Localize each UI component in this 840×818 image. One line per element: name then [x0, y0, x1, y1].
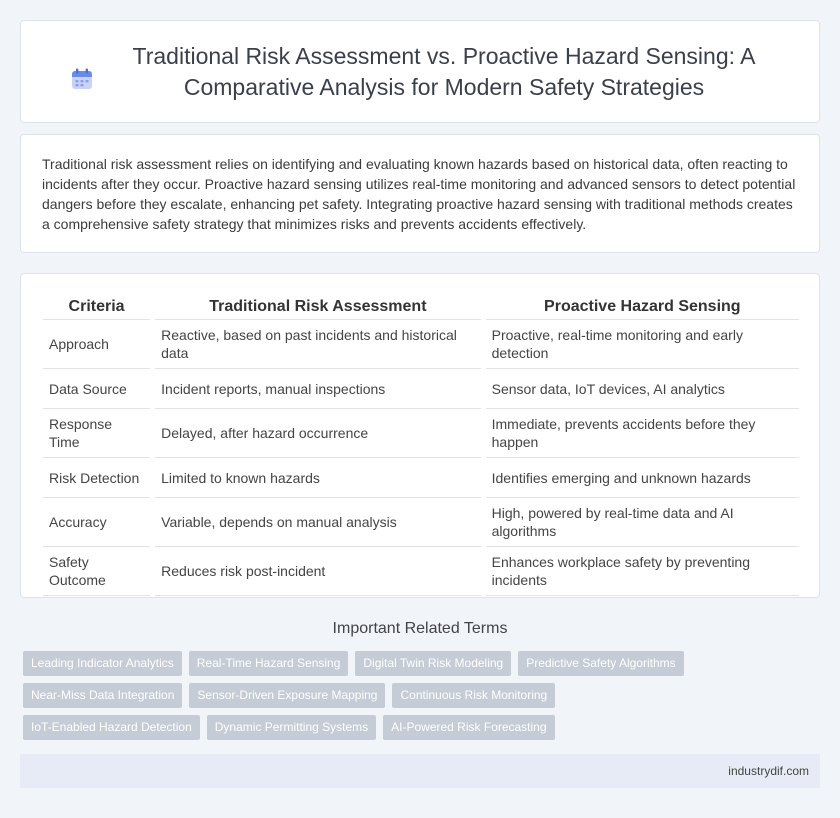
- table-row: [43, 369, 799, 409]
- criteria-cell: Safety Outcome: [43, 547, 150, 596]
- proactive-cell: Enhances workplace safety by preventing incidents: [486, 547, 799, 596]
- criteria-cell: Data Source: [43, 369, 150, 409]
- title-card: [20, 20, 820, 123]
- header-proactive: Proactive Hazard Sensing: [486, 296, 799, 320]
- related-term-tag[interactable]: Leading Indicator Analytics: [23, 651, 182, 676]
- traditional-cell: Variable, depends on manual analysis: [155, 498, 480, 547]
- related-term-tag[interactable]: Near-Miss Data Integration: [23, 683, 182, 708]
- traditional-cell: Delayed, after hazard occurrence: [155, 409, 480, 458]
- related-term-tag[interactable]: AI-Powered Risk Forecasting: [383, 715, 554, 740]
- related-term-tag[interactable]: Continuous Risk Monitoring: [392, 683, 555, 708]
- table-row: [43, 458, 799, 498]
- comparison-card: [20, 273, 820, 598]
- header-criteria: Criteria: [43, 296, 150, 320]
- table-header-row: [43, 296, 799, 320]
- footer-site-link[interactable]: industrydif.com: [728, 764, 809, 778]
- criteria-cell: Approach: [43, 320, 150, 369]
- criteria-cell: Response Time: [43, 409, 150, 458]
- table-row: [43, 320, 799, 369]
- traditional-cell: Reactive, based on past incidents and historical data: [155, 320, 480, 369]
- page-title: Traditional Risk Assessment vs. Proactive Hazard Sensing: A Comparative Analysis for Modern Safety Strategies: [132, 42, 756, 100]
- footer: [20, 754, 820, 788]
- table-row: [43, 409, 799, 458]
- related-term-tag[interactable]: Predictive Safety Algorithms: [518, 651, 683, 676]
- intro-card: [20, 134, 820, 253]
- related-term-tag[interactable]: Real-Time Hazard Sensing: [189, 651, 349, 676]
- proactive-cell: Immediate, prevents accidents before they happen: [486, 409, 799, 458]
- criteria-cell: Accuracy: [43, 498, 150, 547]
- title-wrap: [70, 41, 770, 103]
- related-terms-section: [20, 619, 820, 747]
- related-term-tag[interactable]: Dynamic Permitting Systems: [207, 715, 376, 740]
- proactive-cell: Sensor data, IoT devices, AI analytics: [486, 369, 799, 409]
- intro-text: Traditional risk assessment relies on identifying and evaluating known hazards based on historical data, often reacting to incidents after they occur. Proactive hazard sensing utilizes real-time monitoring and advanced sensors to detect potential dangers before they escalate, enhancing pet safety. Integrating proactive hazard sensing with traditional methods creates a comprehensive safety strategy that minimizes risks and prevents accidents effectively.: [42, 156, 796, 232]
- proactive-cell: Proactive, real-time monitoring and early detection: [486, 320, 799, 369]
- traditional-cell: Incident reports, manual inspections: [155, 369, 480, 409]
- calendar-icon: [70, 67, 94, 91]
- traditional-cell: Reduces risk post-incident: [155, 547, 480, 596]
- header-traditional: Traditional Risk Assessment: [155, 296, 480, 320]
- table-row: [43, 547, 799, 596]
- related-term-tag[interactable]: IoT-Enabled Hazard Detection: [23, 715, 200, 740]
- related-term-tag[interactable]: Sensor-Driven Exposure Mapping: [189, 683, 385, 708]
- table-row: [43, 498, 799, 547]
- related-term-tag[interactable]: Digital Twin Risk Modeling: [355, 651, 511, 676]
- traditional-cell: Limited to known hazards: [155, 458, 480, 498]
- criteria-cell: Risk Detection: [43, 458, 150, 498]
- proactive-cell: Identifies emerging and unknown hazards: [486, 458, 799, 498]
- comparison-table: [38, 296, 804, 596]
- related-terms-heading: Important Related Terms: [332, 620, 508, 637]
- related-terms-tags: [20, 651, 740, 747]
- proactive-cell: High, powered by real-time data and AI algorithms: [486, 498, 799, 547]
